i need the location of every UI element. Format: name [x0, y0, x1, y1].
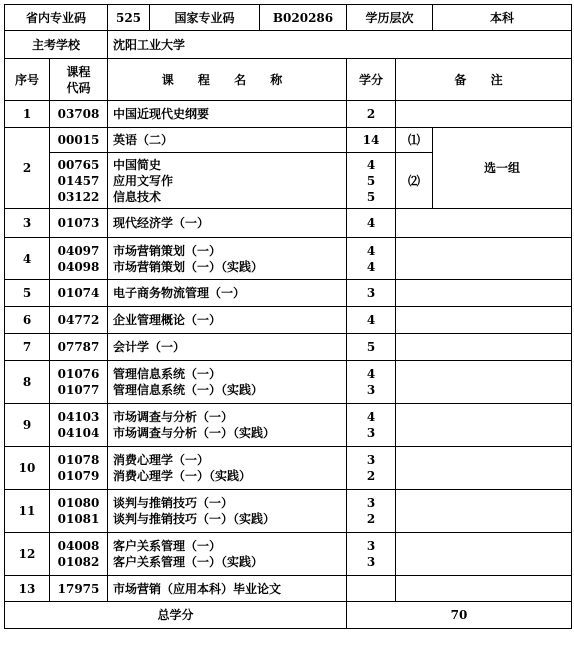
national-code-label: 国家专业码 [150, 5, 260, 31]
course-credit: 14 [347, 128, 396, 153]
remark-cell [396, 533, 572, 576]
course-code: 01076 [57, 367, 100, 381]
col-name: 课 程 名 称 [108, 59, 347, 101]
col-code-text: 课程代码 [66, 64, 91, 95]
course-name: 消费心理学（一） [113, 453, 210, 467]
course-codes [50, 238, 108, 280]
course-credit: 2 [347, 101, 396, 128]
col-code [50, 59, 108, 101]
table-row [5, 404, 572, 447]
course-name: 市场营销（应用本科）毕业论文 [108, 576, 347, 602]
course-name: 谈判与推销技巧（一）（实践） [113, 512, 276, 526]
course-code: 04098 [57, 259, 100, 274]
course-code: 01077 [57, 383, 100, 397]
course-code: 04097 [57, 243, 100, 258]
course-credits [347, 238, 396, 280]
course-codes [50, 533, 108, 576]
course-codes [50, 361, 108, 404]
row-seq: 13 [5, 576, 50, 602]
group-tag-2: ⑵ [396, 153, 433, 209]
national-code-value: B020286 [260, 5, 347, 31]
level-label: 学历层次 [347, 5, 433, 31]
row-seq: 10 [5, 447, 50, 490]
school-label: 主考学校 [5, 31, 108, 59]
group-remark: 选一组 [433, 128, 572, 209]
remark-cell [396, 447, 572, 490]
course-names [108, 533, 347, 576]
course-credit: 4 [347, 307, 396, 334]
course-names [108, 490, 347, 533]
table-row [5, 447, 572, 490]
course-credit: 2 [366, 469, 376, 483]
course-credit: 4 [366, 157, 376, 172]
course-name: 企业管理概论（一） [108, 307, 347, 334]
course-name: 管理信息系统（一） [113, 367, 222, 381]
course-code: 04772 [50, 307, 108, 334]
course-name: 中国近现代史纲要 [108, 101, 347, 128]
course-credit: 3 [366, 426, 376, 440]
course-name: 应用文写作 [113, 173, 174, 188]
remark-cell [396, 238, 572, 280]
course-credit: 2 [366, 512, 376, 526]
course-code: 03708 [50, 101, 108, 128]
course-names [108, 447, 347, 490]
course-code: 01082 [57, 555, 100, 569]
course-codes [50, 447, 108, 490]
course-code: 07787 [50, 334, 108, 361]
course-codes [50, 490, 108, 533]
course-code: 03122 [57, 189, 100, 204]
course-name: 客户关系管理（一） [113, 539, 222, 553]
remark-cell [396, 576, 572, 602]
remark-cell [396, 280, 572, 307]
remark-cell [396, 209, 572, 238]
course-name: 信息技术 [113, 189, 162, 204]
course-credit: 3 [347, 280, 396, 307]
course-code: 04104 [57, 426, 100, 440]
course-names [108, 404, 347, 447]
row-seq: 6 [5, 307, 50, 334]
remark-cell [396, 404, 572, 447]
school-row [5, 31, 572, 59]
course-codes [50, 153, 108, 209]
course-credit: 5 [366, 173, 376, 188]
course-credit: 5 [366, 189, 376, 204]
remark-cell [396, 490, 572, 533]
course-name: 客户关系管理（一）（实践） [113, 555, 264, 569]
course-code: 00765 [57, 157, 100, 172]
total-row [5, 602, 572, 629]
group-tag-1: ⑴ [396, 128, 433, 153]
course-code: 01073 [50, 209, 108, 238]
course-name: 谈判与推销技巧（一） [113, 496, 234, 510]
table-row [5, 576, 572, 602]
table-row [5, 307, 572, 334]
course-credits [347, 533, 396, 576]
course-credits [347, 490, 396, 533]
table-row [5, 238, 572, 280]
school-name: 沈阳工业大学 [108, 31, 572, 59]
remark-cell [396, 361, 572, 404]
table-row [5, 280, 572, 307]
course-name: 现代经济学（一） [108, 209, 347, 238]
row-seq: 11 [5, 490, 50, 533]
course-code: 04103 [57, 410, 100, 424]
course-credit: 3 [366, 539, 376, 553]
course-names [108, 361, 347, 404]
course-credit: 3 [366, 453, 376, 467]
course-names [108, 238, 347, 280]
course-credits [347, 447, 396, 490]
course-code: 00015 [50, 128, 108, 153]
row-seq: 12 [5, 533, 50, 576]
course-name: 市场调查与分析（一）（实践） [113, 426, 276, 440]
row-seq: 1 [5, 101, 50, 128]
course-credit: 3 [366, 383, 376, 397]
province-code-label: 省内专业码 [5, 5, 108, 31]
course-name: 管理信息系统（一）（实践） [113, 383, 264, 397]
course-code: 01079 [57, 469, 100, 483]
course-credit: 5 [347, 334, 396, 361]
row-seq: 7 [5, 334, 50, 361]
course-name: 消费心理学（一）（实践） [113, 469, 252, 483]
table-row [5, 101, 572, 128]
course-codes [50, 404, 108, 447]
course-name: 英语（二） [108, 128, 347, 153]
course-code: 01081 [57, 512, 100, 526]
total-value: 70 [347, 602, 572, 629]
course-name: 市场营销策划（一）（实践） [113, 259, 264, 274]
course-name: 电子商务物流管理（一） [108, 280, 347, 307]
table-row [5, 209, 572, 238]
table-row [5, 334, 572, 361]
row-seq: 8 [5, 361, 50, 404]
level-value: 本科 [433, 5, 572, 31]
course-name: 会计学（一） [108, 334, 347, 361]
course-code: 01078 [57, 453, 100, 467]
table-row [5, 361, 572, 404]
course-credit [347, 576, 396, 602]
table-row [5, 533, 572, 576]
course-credits [347, 404, 396, 447]
major-info-row [5, 5, 572, 31]
course-name: 市场营销策划（一） [113, 243, 222, 258]
row-seq: 4 [5, 238, 50, 280]
course-credits [347, 153, 396, 209]
course-credit: 4 [366, 243, 376, 258]
remark-cell [396, 101, 572, 128]
course-code: 04008 [57, 539, 100, 553]
course-credit: 3 [366, 555, 376, 569]
row-seq: 9 [5, 404, 50, 447]
course-credit: 3 [366, 496, 376, 510]
course-credit: 4 [366, 259, 376, 274]
table-row [5, 128, 572, 153]
col-remark: 备 注 [396, 59, 572, 101]
row-seq: 5 [5, 280, 50, 307]
course-credit: 4 [366, 367, 376, 381]
remark-cell [396, 334, 572, 361]
course-name: 市场调查与分析（一） [113, 410, 234, 424]
table-row [5, 490, 572, 533]
row-seq: 2 [5, 128, 50, 209]
row-seq: 3 [5, 209, 50, 238]
col-seq: 序号 [5, 59, 50, 101]
course-credit: 4 [347, 209, 396, 238]
curriculum-table [4, 4, 572, 629]
course-code: 01080 [57, 496, 100, 510]
course-code: 17975 [50, 576, 108, 602]
course-names [108, 153, 347, 209]
col-credit: 学分 [347, 59, 396, 101]
course-name: 中国简史 [113, 157, 162, 172]
province-code-value: 525 [108, 5, 150, 31]
remark-cell [396, 307, 572, 334]
course-code: 01074 [50, 280, 108, 307]
course-credits [347, 361, 396, 404]
total-label: 总学分 [5, 602, 347, 629]
course-credit: 4 [366, 410, 376, 424]
course-code: 01457 [57, 173, 100, 188]
column-header-row [5, 59, 572, 101]
